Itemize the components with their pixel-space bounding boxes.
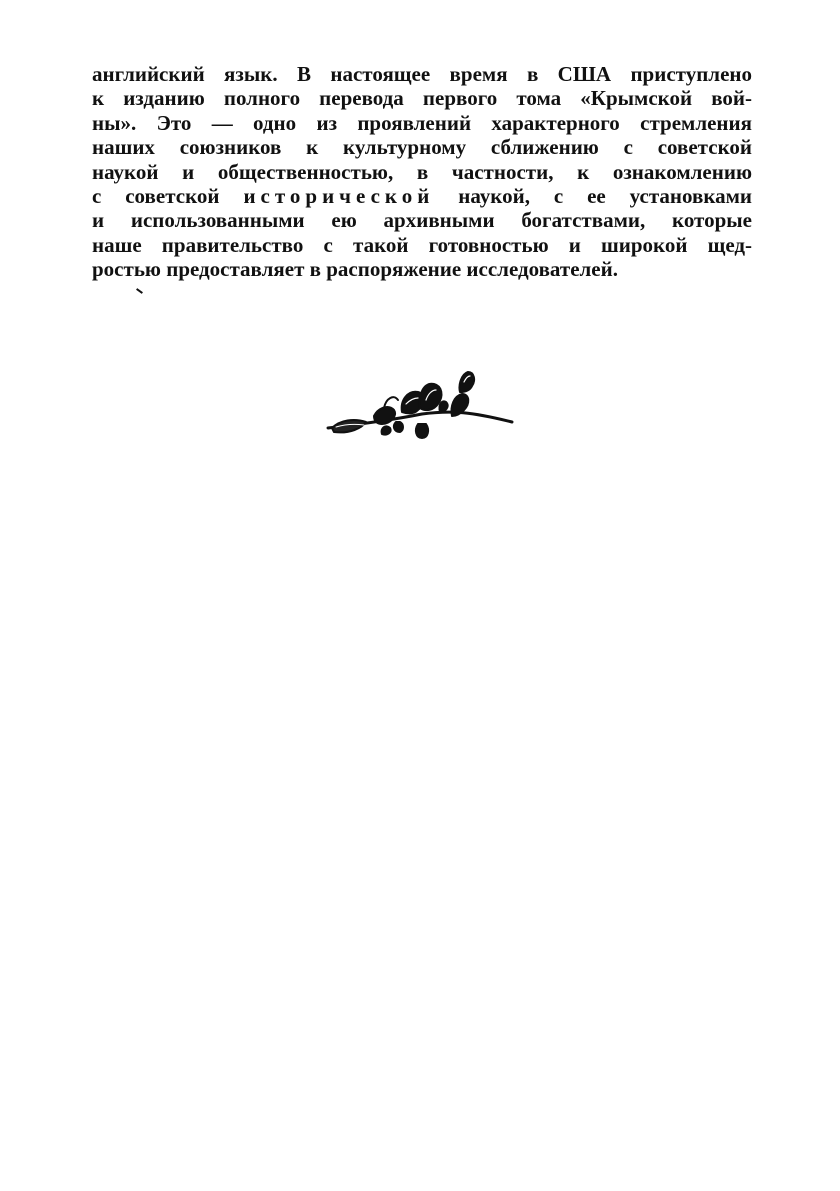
text-segment: наукой, с ее установками: [458, 184, 753, 209]
text-line: наукой и общественностью, в частности, к ознакомлению: [92, 159, 752, 184]
text-line-with-emphasis: [92, 184, 752, 208]
text-segment: с советской: [92, 184, 220, 209]
body-paragraph: [92, 62, 752, 282]
text-line: ны». Это — одно из проявлений характерного стремления: [92, 110, 752, 135]
oak-branch-ornament-icon: [322, 364, 518, 440]
text-line: английский язык. В настоящее время в США приступлено: [92, 62, 752, 86]
text-line: наше правительство с такой готовностью и широкой щед-: [92, 232, 752, 257]
text-line: ростью предоставляет в распоряжение исследователей.: [92, 257, 618, 282]
emphasized-word: исторической: [243, 184, 435, 209]
text-line: и использованными ею архивными богатствами, которые: [92, 208, 752, 233]
text-line: к изданию полного перевода первого тома «Крымской вой-: [92, 86, 752, 111]
text-line: наших союзников к культурному сближению с советской: [92, 135, 752, 160]
stray-mark: [136, 288, 143, 294]
